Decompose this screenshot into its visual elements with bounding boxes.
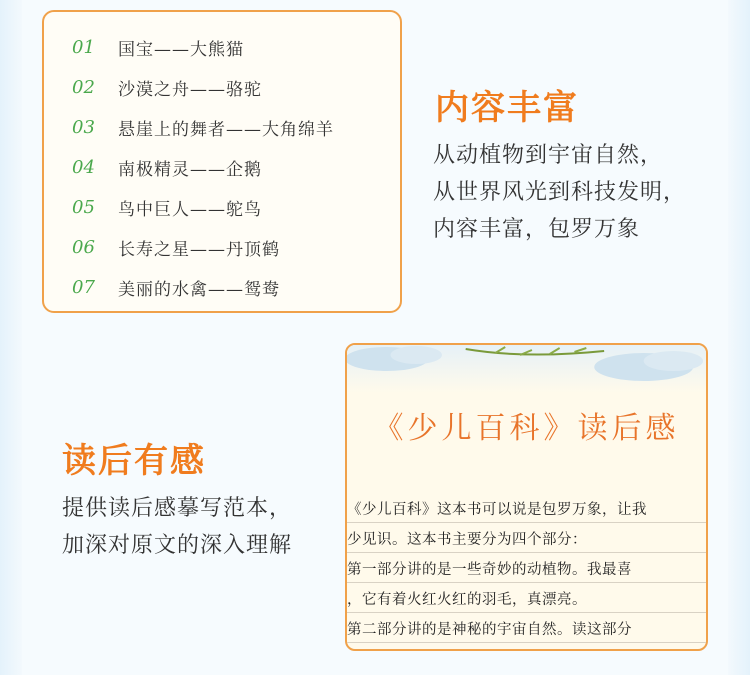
content-line: 从世界风光到科技发明， xyxy=(433,180,687,205)
toc-item xyxy=(72,233,280,261)
toc-item xyxy=(72,273,280,301)
toc-number: 06 xyxy=(72,236,95,258)
toc-title: 鸟中巨人——鸵鸟 xyxy=(118,199,262,220)
content-heading: 内容丰富 xyxy=(435,88,579,128)
toc-title: 南极精灵——企鹅 xyxy=(118,159,262,180)
content-line: 内容丰富，包罗万象 xyxy=(433,217,641,242)
right-stripe xyxy=(728,0,750,675)
toc-card xyxy=(42,10,402,313)
toc-title: 美丽的水禽——鸳鸯 xyxy=(118,279,280,300)
toc-number: 04 xyxy=(72,156,95,178)
toc-item xyxy=(72,153,262,181)
toc-number: 01 xyxy=(72,36,95,58)
book-line: ，它有着火红火红的羽毛，真漂亮。 xyxy=(347,583,706,613)
review-line: 加深对原文的深入理解 xyxy=(62,533,293,558)
content-description xyxy=(433,137,686,248)
toc-title: 沙漠之舟——骆驼 xyxy=(118,79,262,100)
left-stripe xyxy=(0,0,22,675)
book-line: 第二部分讲的是神秘的宇宙自然。读这部分 xyxy=(347,613,706,643)
content-line: 从动植物到宇宙自然， xyxy=(433,143,664,168)
review-heading: 读后有感 xyxy=(62,441,206,481)
toc-number: 05 xyxy=(72,196,95,218)
book-title: 《少儿百科》读后感 xyxy=(373,411,680,446)
toc-number: 02 xyxy=(72,76,95,98)
toc-number: 03 xyxy=(72,116,95,138)
toc-title: 悬崖上的舞者——大角绵羊 xyxy=(118,119,334,140)
book-page-card xyxy=(345,343,708,651)
toc-number: 07 xyxy=(72,276,95,298)
clouds-illustration xyxy=(347,345,706,393)
toc-title: 长寿之星——丹顶鹤 xyxy=(118,239,280,260)
toc-item xyxy=(72,193,262,221)
toc-title: 国宝——大熊猫 xyxy=(118,39,244,60)
book-line: 少见识。这本书主要分为四个部分： xyxy=(347,523,706,553)
review-description xyxy=(62,490,292,564)
book-line: 《少儿百科》这本书可以说是包罗万象，让我 xyxy=(347,493,706,523)
review-line: 提供读后感摹写范本， xyxy=(62,496,293,521)
toc-item xyxy=(72,33,244,61)
book-text xyxy=(347,493,706,643)
book-line: 第一部分讲的是一些奇妙的动植物。我最喜 xyxy=(347,553,706,583)
toc-item xyxy=(72,113,334,141)
toc-item xyxy=(72,73,262,101)
